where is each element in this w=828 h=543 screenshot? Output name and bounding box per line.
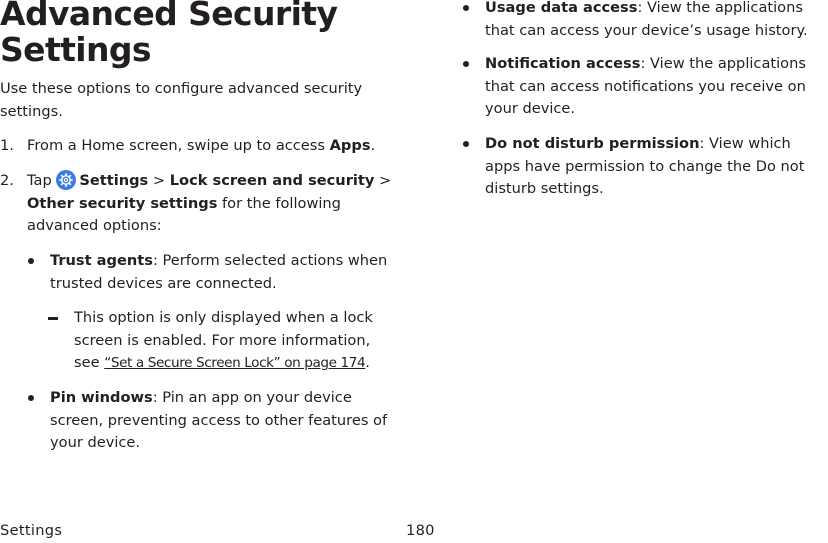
step-number: 1.: [0, 137, 14, 154]
gear-icon: [56, 170, 76, 190]
intro-paragraph: Use these options to configure advanced security settings.: [0, 80, 363, 120]
list-item-text: [485, 0, 828, 42]
step-2-rest: for the following advanced options:: [27, 194, 341, 235]
bullet-icon: [28, 258, 34, 264]
page-title: Advanced Security Settings: [0, 0, 338, 69]
step-1-end: .: [370, 137, 376, 154]
footer-section: Settings: [0, 522, 63, 539]
settings-label: Settings: [79, 172, 149, 189]
note-text: [74, 307, 379, 375]
list-item-do-not-disturb: [463, 133, 823, 203]
step-text: [27, 170, 405, 238]
pin-windows-text: : Pin an app on your device screen, preventing access to other features of your device.: [50, 389, 388, 452]
note-end: .: [365, 354, 370, 372]
bullet-icon: [463, 141, 469, 147]
tap-label: Tap: [27, 172, 57, 189]
list-item-pin-windows: [28, 387, 400, 457]
page-number: 180: [406, 522, 435, 539]
trust-agents-note: [48, 307, 388, 377]
notification-access-text: : View the applications that can access notifications you receive on your device.: [485, 55, 806, 118]
step-number: 2.: [0, 172, 14, 189]
note-body: This option is only displayed when a lock screen is enabled. For more information, see: [74, 309, 373, 372]
trust-agents-label: Trust agents: [50, 252, 153, 269]
list-item-trust-agents: [28, 250, 388, 298]
list-item-usage-data: [463, 0, 828, 45]
step-1: [0, 135, 405, 159]
do-not-disturb-text: : View which apps have permission to change the Do not disturb settings.: [485, 135, 805, 198]
bullet-icon: [463, 61, 469, 67]
bullet-icon: [28, 395, 34, 401]
other-security-label: Other security settings: [27, 194, 218, 212]
separator: >: [148, 172, 170, 189]
step-1-text: From a Home screen, swipe up to access: [27, 137, 330, 154]
bullet-icon: [463, 5, 469, 11]
list-item-text: [485, 133, 815, 201]
list-item-text: [50, 387, 400, 455]
lock-screen-label: Lock screen and security: [169, 172, 375, 189]
list-item-text: [485, 53, 828, 121]
usage-data-text: : View the applications that can access your device’s usage history.: [485, 0, 808, 39]
list-item-text: [50, 250, 388, 295]
list-item-notification-access: [463, 53, 828, 123]
apps-label: Apps: [329, 137, 371, 154]
notification-access-label: Notification access: [485, 55, 641, 72]
step-2: [0, 170, 405, 240]
dash-icon: [48, 317, 58, 320]
page-link[interactable]: “Set a Secure Screen Lock” on page 174: [104, 355, 366, 372]
do-not-disturb-label: Do not disturb permission: [485, 135, 700, 152]
separator: >: [374, 172, 392, 189]
pin-windows-label: Pin windows: [50, 389, 153, 406]
usage-data-label: Usage data access: [485, 0, 638, 16]
step-text: [27, 135, 405, 158]
trust-agents-text: : Perform selected actions when trusted devices are connected.: [50, 252, 388, 292]
